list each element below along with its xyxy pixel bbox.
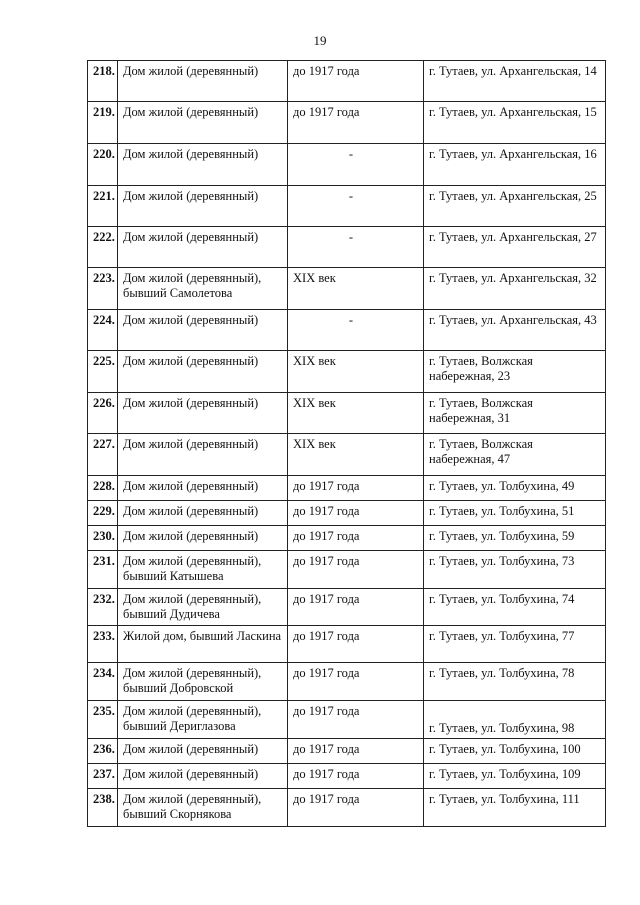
table-row <box>88 61 606 102</box>
object-name: Жилой дом, бывший Ласкина <box>118 626 288 663</box>
row-number: 233. <box>88 626 118 663</box>
object-name: Дом жилой (деревянный) <box>118 739 288 764</box>
object-name: Дом жилой (деревянный) <box>118 526 288 551</box>
table-row <box>88 268 606 310</box>
object-name: Дом жилой (деревянный) <box>118 476 288 501</box>
table-row <box>88 186 606 227</box>
row-number: 221. <box>88 186 118 227</box>
row-number: 227. <box>88 434 118 476</box>
address: г. Тутаев, ул. Архангельская, 15 <box>424 102 606 144</box>
address: г. Тутаев, ул. Толбухина, 100 <box>424 739 606 764</box>
address: г. Тутаев, ул. Толбухина, 74 <box>424 589 606 626</box>
address: г. Тутаев, ул. Архангельская, 25 <box>424 186 606 227</box>
table-row <box>88 501 606 526</box>
address: г. Тутаев, ул. Толбухина, 111 <box>424 789 606 827</box>
object-name: Дом жилой (деревянный) <box>118 764 288 789</box>
table-row <box>88 227 606 268</box>
table-row <box>88 626 606 663</box>
row-number: 225. <box>88 351 118 393</box>
object-name: Дом жилой (деревянный), бывший Добровской <box>118 663 288 701</box>
address: г. Тутаев, ул. Архангельская, 32 <box>424 268 606 310</box>
address: г. Тутаев, Волжская набережная, 31 <box>424 393 606 434</box>
address: г. Тутаев, ул. Архангельская, 16 <box>424 144 606 186</box>
dating: до 1917 года <box>288 626 424 663</box>
dating: до 1917 года <box>288 102 424 144</box>
object-name: Дом жилой (деревянный), бывший Скорнякова <box>118 789 288 827</box>
row-number: 228. <box>88 476 118 501</box>
registry-body <box>88 61 606 827</box>
object-name: Дом жилой (деревянный), бывший Дудичева <box>118 589 288 626</box>
table-row <box>88 434 606 476</box>
table-row <box>88 393 606 434</box>
table-row <box>88 739 606 764</box>
address: г. Тутаев, ул. Толбухина, 73 <box>424 551 606 589</box>
table-row <box>88 789 606 827</box>
row-number: 234. <box>88 663 118 701</box>
dating: до 1917 года <box>288 476 424 501</box>
dating: до 1917 года <box>288 61 424 102</box>
dating: XIX век <box>288 393 424 434</box>
table-row <box>88 663 606 701</box>
object-name: Дом жилой (деревянный) <box>118 501 288 526</box>
row-number: 235. <box>88 701 118 739</box>
dating: до 1917 года <box>288 551 424 589</box>
dating: до 1917 года <box>288 789 424 827</box>
address: г. Тутаев, ул. Толбухина, 51 <box>424 501 606 526</box>
address: г. Тутаев, ул. Толбухина, 59 <box>424 526 606 551</box>
address: г. Тутаев, ул. Толбухина, 98 <box>424 701 606 739</box>
object-name: Дом жилой (деревянный) <box>118 434 288 476</box>
row-number: 224. <box>88 310 118 351</box>
table-row <box>88 526 606 551</box>
dating: до 1917 года <box>288 739 424 764</box>
dating: XIX век <box>288 268 424 310</box>
dating: до 1917 года <box>288 663 424 701</box>
address: г. Тутаев, ул. Архангельская, 43 <box>424 310 606 351</box>
table-row <box>88 144 606 186</box>
table-row <box>88 764 606 789</box>
object-name: Дом жилой (деревянный) <box>118 144 288 186</box>
object-name: Дом жилой (деревянный), бывший Дериглазова <box>118 701 288 739</box>
dating: - <box>288 144 424 186</box>
table-row <box>88 351 606 393</box>
object-name: Дом жилой (деревянный) <box>118 393 288 434</box>
row-number: 236. <box>88 739 118 764</box>
address: г. Тутаев, Волжская набережная, 47 <box>424 434 606 476</box>
dating: - <box>288 186 424 227</box>
row-number: 219. <box>88 102 118 144</box>
dating: - <box>288 227 424 268</box>
dating: XIX век <box>288 351 424 393</box>
address: г. Тутаев, Волжская набережная, 23 <box>424 351 606 393</box>
row-number: 222. <box>88 227 118 268</box>
page-number: 19 <box>313 33 327 48</box>
row-number: 230. <box>88 526 118 551</box>
object-name: Дом жилой (деревянный) <box>118 227 288 268</box>
row-number: 226. <box>88 393 118 434</box>
dating: до 1917 года <box>288 501 424 526</box>
dating: - <box>288 310 424 351</box>
table-row <box>88 551 606 589</box>
object-name: Дом жилой (деревянный) <box>118 310 288 351</box>
table-row <box>88 310 606 351</box>
address: г. Тутаев, ул. Толбухина, 78 <box>424 663 606 701</box>
table-row <box>88 476 606 501</box>
row-number: 229. <box>88 501 118 526</box>
dating: XIX век <box>288 434 424 476</box>
row-number: 223. <box>88 268 118 310</box>
object-name: Дом жилой (деревянный), бывший Катышева <box>118 551 288 589</box>
dating: до 1917 года <box>288 764 424 789</box>
row-number: 237. <box>88 764 118 789</box>
object-name: Дом жилой (деревянный) <box>118 102 288 144</box>
row-number: 218. <box>88 61 118 102</box>
dating: до 1917 года <box>288 589 424 626</box>
address: г. Тутаев, ул. Толбухина, 77 <box>424 626 606 663</box>
table-row <box>88 589 606 626</box>
dating: до 1917 года <box>288 526 424 551</box>
row-number: 238. <box>88 789 118 827</box>
object-name: Дом жилой (деревянный) <box>118 61 288 102</box>
address: г. Тутаев, ул. Толбухина, 49 <box>424 476 606 501</box>
row-number: 232. <box>88 589 118 626</box>
object-name: Дом жилой (деревянный), бывший Самолетова <box>118 268 288 310</box>
object-name: Дом жилой (деревянный) <box>118 351 288 393</box>
dating: до 1917 года <box>288 701 424 739</box>
heritage-registry-table <box>87 60 606 827</box>
address: г. Тутаев, ул. Архангельская, 27 <box>424 227 606 268</box>
address: г. Тутаев, ул. Толбухина, 109 <box>424 764 606 789</box>
table-row <box>88 701 606 739</box>
row-number: 231. <box>88 551 118 589</box>
table-row <box>88 102 606 144</box>
address: г. Тутаев, ул. Архангельская, 14 <box>424 61 606 102</box>
object-name: Дом жилой (деревянный) <box>118 186 288 227</box>
row-number: 220. <box>88 144 118 186</box>
